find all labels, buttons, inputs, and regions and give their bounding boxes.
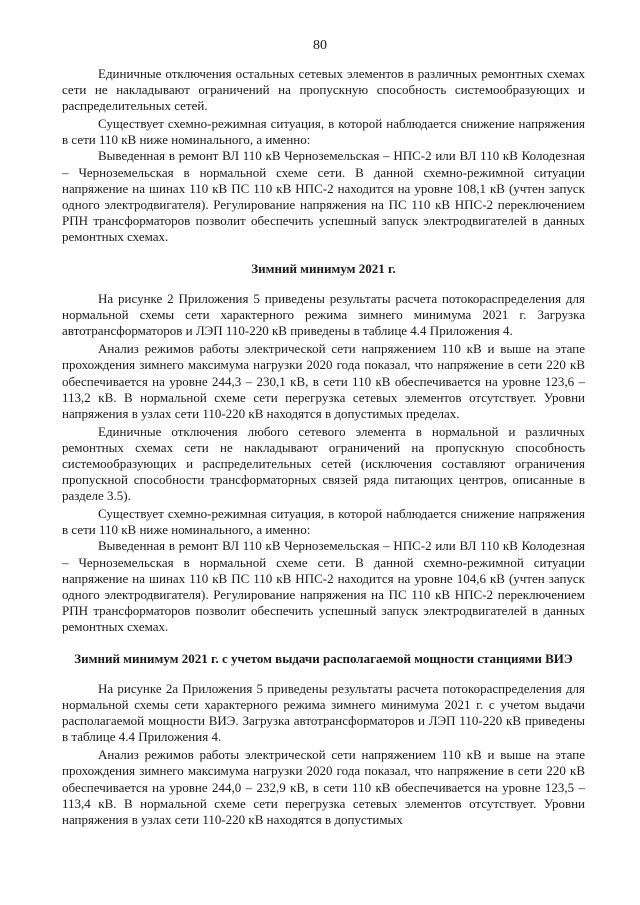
paragraph: Существует схемно-режимная ситуация, в которой наблюдается снижение напряжения в сети 110 кВ ниже номинального, а именно: [62,506,585,538]
paragraph: На рисунке 2 Приложения 5 приведены результаты расчета потокораспределения для нормальной схемы сети характерного режима зимнего минимума 2021 г. Загрузка автотрансформаторов и ЛЭП 110-220 кВ приведены в таблице 4.4 Приложения 4. [62,291,585,339]
document-body [62,66,585,828]
paragraph: Выведенная в ремонт ВЛ 110 кВ Черноземельская – НПС-2 или ВЛ 110 кВ Колодезная – Черноземельская в нормальной схеме сети. В данной схемно-режимной ситуации напряжение на шинах 110 кВ ПС 110 кВ НПС-2 находится на уровне 104,6 кВ (учтен запуск одного электродвигателя). Регулирование напряжения на ПС 110 кВ НПС-2 переключением РПН трансформаторов позволит обеспечить успешный запуск электродвигателей в данных ремонтных схемах. [62,538,585,634]
paragraph: Существует схемно-режимная ситуация, в которой наблюдается снижение напряжения в сети 110 кВ ниже номинального, а именно: [62,116,585,148]
paragraph: Анализ режимов работы электрической сети напряжением 110 кВ и выше на этапе прохождения зимнего максимума нагрузки 2020 года показал, что напряжение в сети 220 кВ обеспечивается на уровне 244,3 – 230,1 кВ, в сети 110 кВ обеспечивается на уровне 123,6 – 113,2 кВ. В нормальной схеме сети перегрузка сетевых элементов отсутствует. Уровни напряжения в узлах сети 110-220 кВ находятся в допустимых пределах. [62,341,585,421]
paragraph: Единичные отключения остальных сетевых элементов в различных ремонтных схемах сети не накладывают ограничений на пропускную способность системообразующих и распределительных сетей. [62,66,585,114]
section-heading: Зимний минимум 2021 г. [251,261,396,277]
paragraph: Анализ режимов работы электрической сети напряжением 110 кВ и выше на этапе прохождения зимнего максимума нагрузки 2020 года показал, что напряжение в сети 220 кВ обеспечивается на уровне 244,0 – 232,9 кВ, в сети 110 кВ обеспечивается на уровне 123,5 – 113,4 кВ. В нормальной схеме сети перегрузка сетевых элементов отсутствует. Уровни напряжения в узлах сети 110-220 кВ находятся в допустимых [62,747,585,827]
paragraph: Выведенная в ремонт ВЛ 110 кВ Черноземельская – НПС-2 или ВЛ 110 кВ Колодезная – Черноземельская в нормальной схеме сети. В данной схемно-режимной ситуации напряжение на шинах 110 кВ ПС 110 кВ НПС-2 находится на уровне 108,1 кВ (учтен запуск одного электродвигателя). Регулирование напряжения на ПС 110 кВ НПС-2 переключением РПН трансформаторов позволит обеспечить успешный запуск электродвигателей в данных ремонтных схемах. [62,148,585,244]
paragraph: На рисунке 2а Приложения 5 приведены результаты расчета потокораспределения для нормальной схемы сети характерного режима зимнего минимума 2021 г. с учетом выдачи располагаемой мощности ВИЭ. Загрузка автотрансформаторов и ЛЭП 110-220 кВ приведены в таблице 4.4 Приложения 4. [62,681,585,745]
paragraph: Единичные отключения любого сетевого элемента в нормальной и различных ремонтных схемах сети не накладывают ограничений на пропускную способность системообразующих и распределительных сетей (исключения составляют ограничения пропускной способности трансформаторных связей ряда питающих центров, описанные в разделе 3.5). [62,423,585,504]
page-number: 80 [313,38,327,53]
section-heading: Зимний минимум 2021 г. с учетом выдачи располагаемой мощности станциями ВИЭ [74,651,573,666]
